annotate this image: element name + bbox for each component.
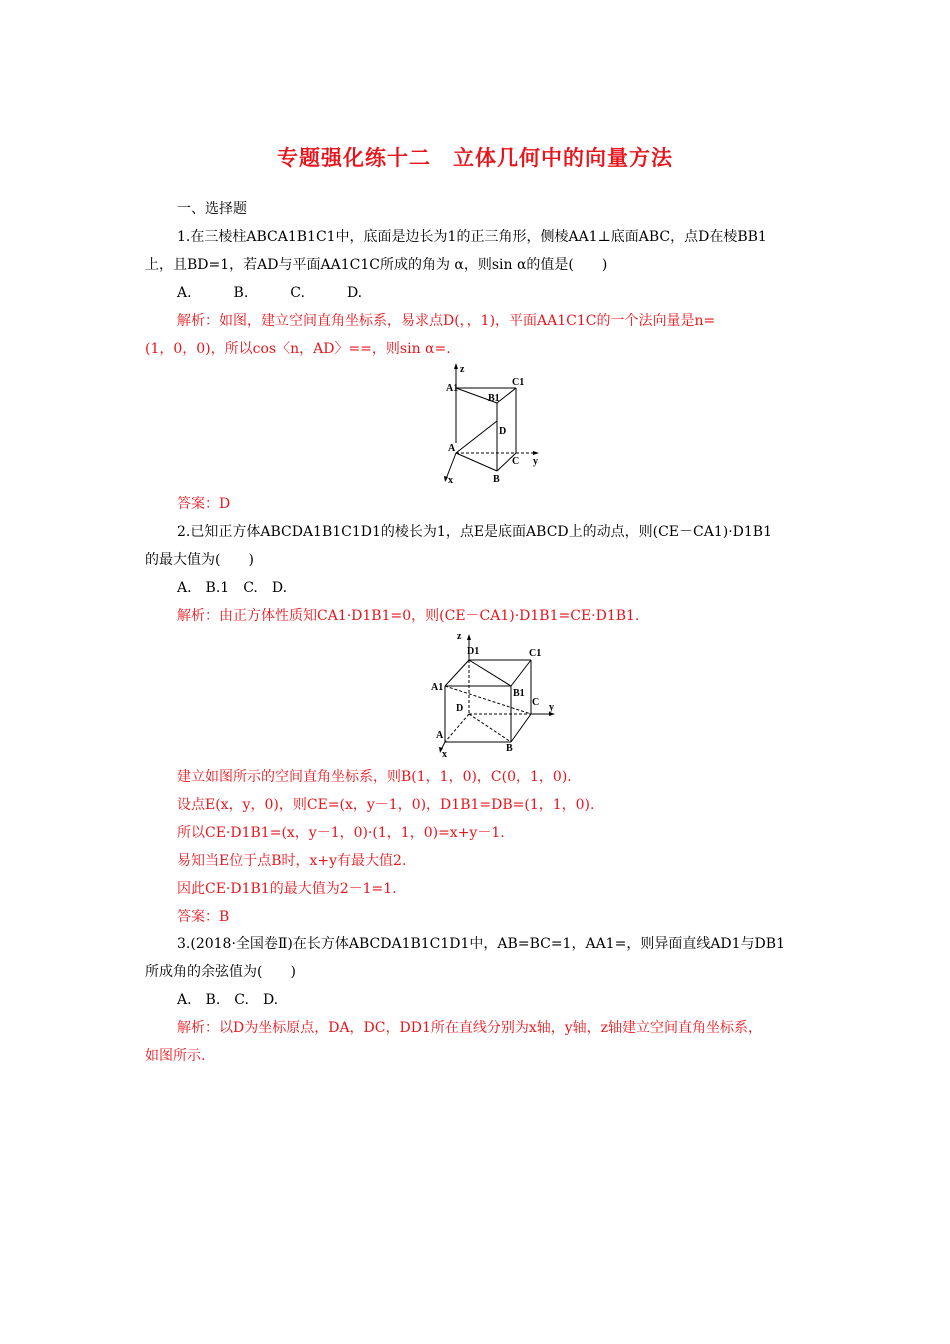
fig2-label-d: D <box>456 703 464 714</box>
q1-answer: 答案：D <box>177 496 231 512</box>
fig1-label-z: z <box>460 364 465 375</box>
q2-stem-line1: 2.已知正方体ABCDA1B1C1D1的棱长为1，点E是底面ABCD上的动点，则(CE－CA1)·D1B1 <box>177 524 772 540</box>
section-heading: 一、选择题 <box>177 201 247 217</box>
fig2-label-b: B <box>506 743 513 754</box>
fig1-label-x: x <box>448 475 453 486</box>
fig1-label-y: y <box>533 456 538 467</box>
fig2-label-a: A <box>436 730 444 741</box>
fig1-label-a: A <box>448 443 456 454</box>
q1-stem-line1: 1.在三棱柱ABCA1B1C1中，底面是边长为1的正三角形，侧棱AA1⊥底面ABC，点D在棱BB1 <box>177 229 767 245</box>
q2-solution-line4: 所以CE·D1B1=(x，y－1，0)·(1，1，0)=x+y－1. <box>177 825 505 841</box>
fig2-label-c1: C1 <box>529 648 542 659</box>
fig1-label-d: D <box>499 426 507 437</box>
q3-solution-line1: 解析：以D为坐标原点，DA，DC，DD1所在直线分别为x轴，y轴，z轴建立空间直角坐标系， <box>177 1020 763 1036</box>
fig2-label-y: y <box>549 702 554 713</box>
fig2-label-x: x <box>442 749 447 760</box>
q3-solution-line2: 如图所示. <box>145 1048 206 1064</box>
q2-solution-line1: 解析：由正方体性质知CA1·D1B1=0，则(CE－CA1)·D1B1=CE·D1B1. <box>177 608 640 624</box>
fig2-label-a1: A1 <box>431 682 444 693</box>
fig2-label-b1: B1 <box>513 688 525 699</box>
fig1-label-c: C <box>512 456 520 467</box>
q1-solution-line2: (1，0，0)，所以cos〈n，AD〉==，则sin α=. <box>145 341 451 357</box>
q3-stem-line1: 3.(2018·全国卷Ⅱ)在长方体ABCDA1B1C1D1中，AB=BC=1，AA1=，则异面直线AD1与DB1 <box>177 936 785 952</box>
q2-solution-line5: 易知当E位于点B时，x+y有最大值2. <box>177 853 407 869</box>
q2-options: A. B.1 C. D. <box>177 580 288 596</box>
cube-figure <box>425 630 560 760</box>
q1-options: A. B. C. D. <box>177 285 363 301</box>
q2-solution-line2: 建立如图所示的空间直角坐标系，则B(1，1，0)，C(0，1，0). <box>177 769 572 785</box>
q3-stem-line2: 所成角的余弦值为( ) <box>145 964 296 980</box>
fig1-label-b: B <box>493 474 500 485</box>
fig1-label-b1: B1 <box>488 393 500 404</box>
q2-answer: 答案：B <box>177 909 230 925</box>
q3-options: A. B. C. D. <box>177 992 279 1008</box>
fig2-label-c: C <box>532 697 540 708</box>
prism-figure <box>430 363 545 488</box>
fig1-label-a1: A1 <box>446 383 459 394</box>
fig1-label-c1: C1 <box>512 377 525 388</box>
q1-stem-line2: 上，且BD=1，若AD与平面AA1C1C所成的角为 α，则sin α的值是( ) <box>145 257 608 273</box>
fig2-label-z: z <box>457 631 462 642</box>
q2-stem-line2: 的最大值为( ) <box>145 552 254 568</box>
q2-solution-line6: 因此CE·D1B1的最大值为2－1=1. <box>177 881 397 897</box>
q1-solution-line1: 解析：如图，建立空间直角坐标系，易求点D(，，1)，平面AA1C1C的一个法向量是n= <box>177 313 716 329</box>
fig2-label-d1: D1 <box>467 646 480 657</box>
q2-solution-line3: 设点E(x，y，0)，则CE=(x，y－1，0)，D1B1=DB=(1，1，0). <box>177 797 595 813</box>
page-title: 专题强化练十二 立体几何中的向量方法 <box>277 146 673 170</box>
